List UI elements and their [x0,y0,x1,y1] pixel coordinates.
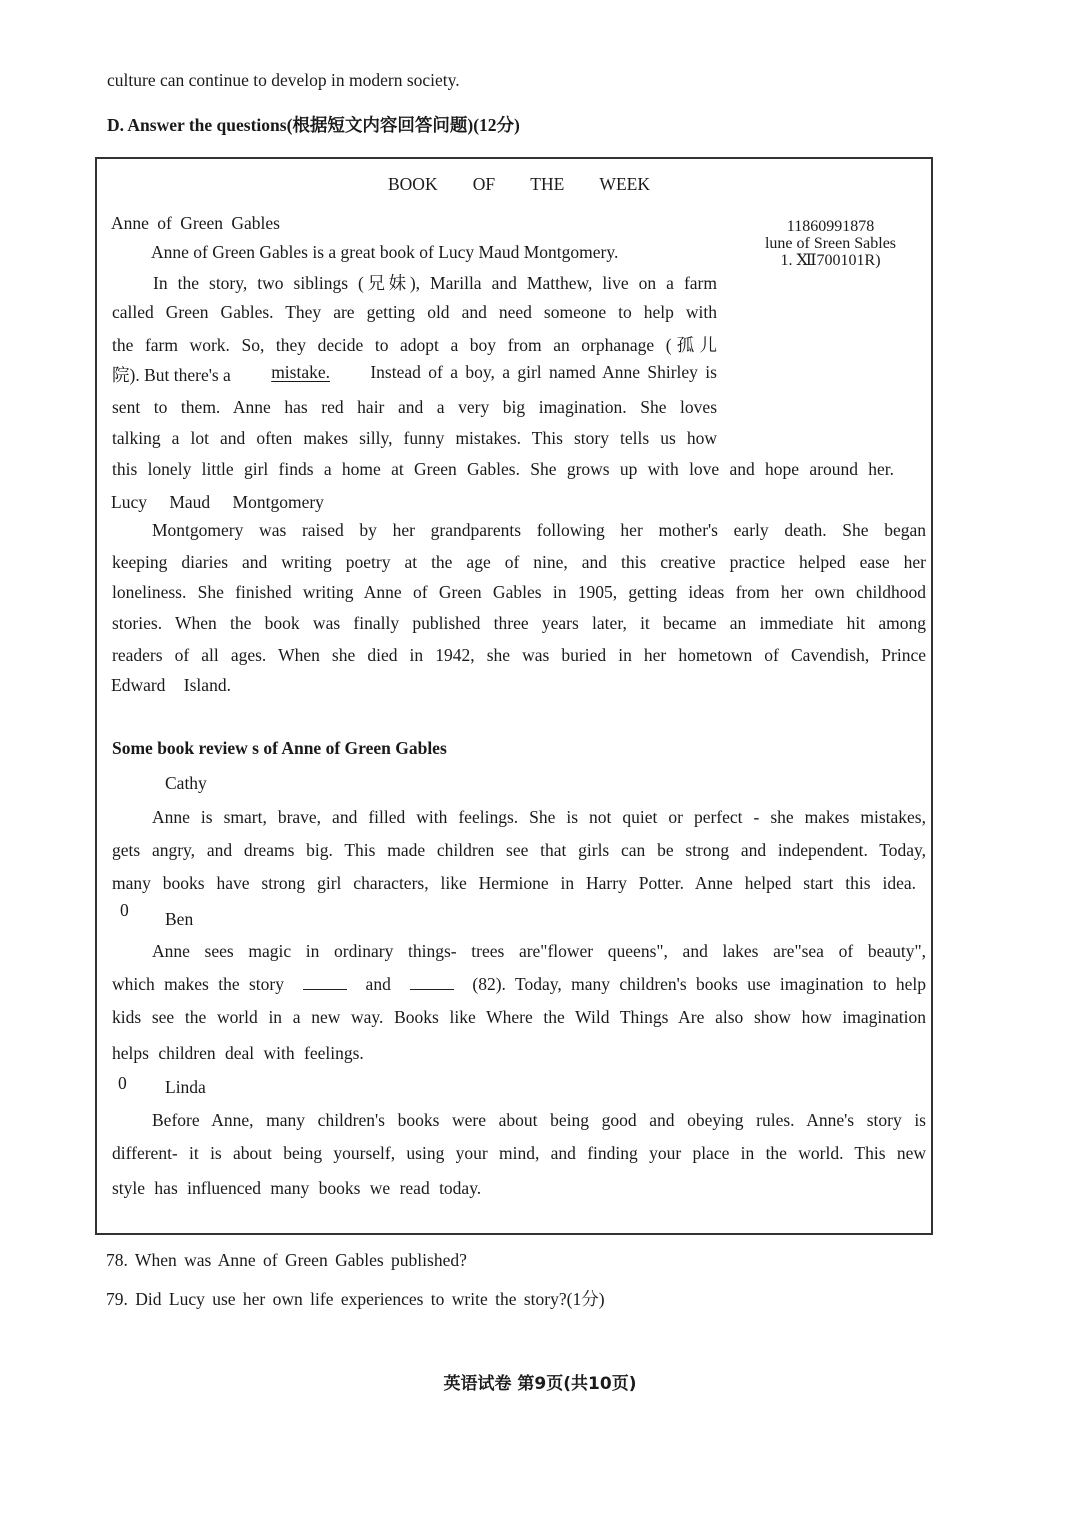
reviews-heading: Some book review s of Anne of Green Gables [112,738,447,758]
section-anne-heading: Anne of Green Gables [111,213,280,233]
text-span: (82). Today, many children's books use imagination to help [472,974,926,994]
paragraph-line: helps children deal with feelings. [112,1043,364,1063]
title-word: WEEK [599,174,650,194]
title-word: OF [472,174,496,194]
section-heading: D. Answer the questions(根据短文内容回答问题)(12分) [107,115,520,135]
paragraph-line: many books have strong girl characters, like Hermione in Harry Potter. Anne helped start this idea. [112,873,916,893]
page-footer: 英语试卷 第9页(共10页) [443,1374,637,1394]
stamp-line: 1. Ⅻ700101R) [780,252,881,269]
paragraph-line-with-blanks [112,974,926,995]
text-span: Instead of a boy, a girl named Anne Shirley is [370,362,717,382]
paragraph-line: Anne is smart, brave, and filled with feelings. She is not quiet or perfect - she makes mistakes, [152,807,926,827]
title-word: THE [530,174,565,194]
answer-blank[interactable] [303,975,347,990]
review-marker: 0 [120,900,129,920]
text-span: and [365,974,391,994]
paragraph-line: loneliness. She finished writing Anne of Green Gables in 1905, getting ideas from her own childhood [112,582,926,602]
watermark-stamp [748,218,913,269]
section-author-heading: Lucy Maud Montgomery [111,492,324,512]
paragraph-line [112,362,717,387]
reviewer-linda: Linda [165,1077,206,1097]
paragraph-line: stories. When the book was finally published three years later, it became an immediate hit among [112,613,926,633]
paragraph-line: gets angry, and dreams big. This made children see that girls can be strong and independent. Today, [112,840,926,860]
intro-line: culture can continue to develop in modern society. [107,70,460,90]
paragraph-line: Before Anne, many children's books were about being good and obeying rules. Anne's story is [152,1110,926,1130]
paragraph-line: Anne of Green Gables is a great book of Lucy Maud Montgomery. [151,242,619,262]
paragraph-line: In the story, two siblings (兄妹), Marilla and Matthew, live on a farm [153,273,717,293]
reviewer-cathy: Cathy [165,773,207,793]
stamp-line: 11860991878 [786,218,875,235]
review-marker: 0 [118,1073,127,1093]
title-word: BOOK [388,174,438,194]
underlined-word: mistake. [271,362,330,382]
passage-title [388,174,650,195]
paragraph-line: style has influenced many books we read today. [112,1178,482,1198]
paragraph-line: keeping diaries and writing poetry at the age of nine, and this creative practice helped ease her [112,552,926,572]
reviewer-ben: Ben [165,909,194,929]
paragraph-line: Anne sees magic in ordinary things- trees are"flower queens", and lakes are"sea of beauty", [152,941,926,961]
paragraph-line: called Green Gables. They are getting old and need someone to help with [112,302,717,322]
answer-blank[interactable] [410,975,454,990]
paragraph-line: different- it is about being yourself, using your mind, and finding your place in the world. This new [112,1143,926,1163]
paragraph-line: the farm work. So, they decide to adopt a boy from an orphanage (孤儿 [112,335,717,355]
paragraph-line: Edward Island. [111,675,231,695]
paragraph-line: talking a lot and often makes silly, funny mistakes. This story tells us how [112,428,717,448]
paragraph-line: readers of all ages. When she died in 1942, she was buried in her hometown of Cavendish, Prince [112,645,926,665]
stamp-line: lune of Sreen Sables [764,235,897,252]
paragraph-line: kids see the world in a new way. Books like Where the Wild Things Are also show how imagination [112,1007,926,1027]
text-span: 院). But there's a [112,365,231,385]
text-span: which makes the story [112,974,284,994]
paragraph-line: sent to them. Anne has red hair and a very big imagination. She loves [112,397,717,417]
paragraph-line: Montgomery was raised by her grandparents following her mother's early death. She began [152,520,926,540]
paragraph-line: this lonely little girl finds a home at Green Gables. She grows up with love and hope around her. [112,459,894,479]
question-79: 79. Did Lucy use her own life experiences to write the story?(1分) [106,1289,605,1309]
question-78: 78. When was Anne of Green Gables published? [106,1250,467,1270]
